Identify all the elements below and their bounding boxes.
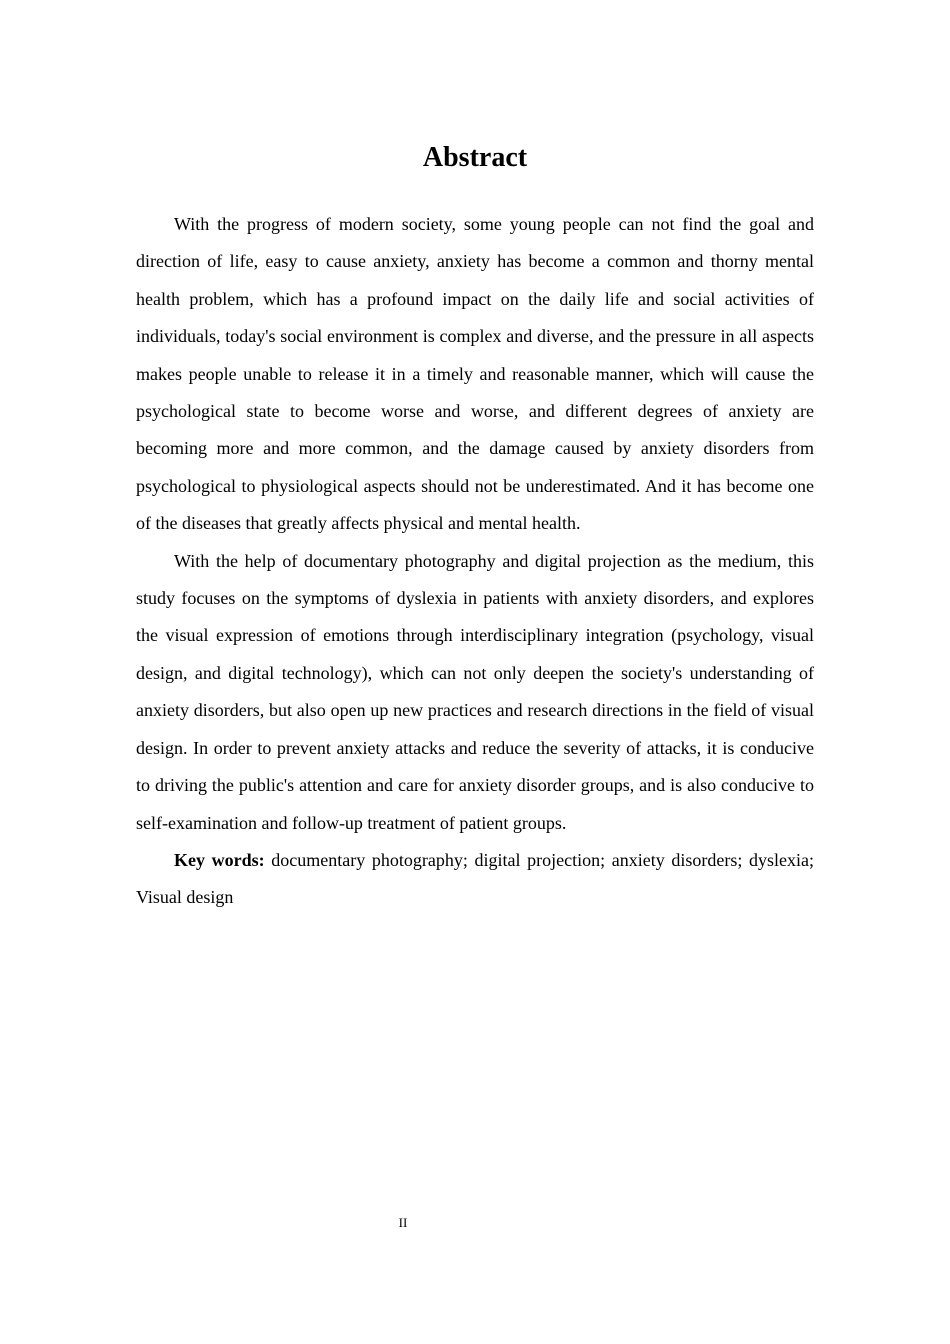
keywords-paragraph xyxy=(136,842,814,917)
abstract-paragraph-1: With the progress of modern society, some young people can not find the goal and direction of life, easy to cause anxiety, anxiety has become a common and thorny mental health problem, which has a profound impact on the daily life and social activities of individuals, today's social environment is complex and diverse, and the pressure in all aspects makes people unable to release it in a timely and reasonable manner, which will cause the psychological state to become worse and worse, and different degrees of anxiety are becoming more and more common, and the damage caused by anxiety disorders from psychological to physiological aspects should not be underestimated. And it has become one of the diseases that greatly affects physical and mental health. xyxy=(136,214,814,534)
page-title: Abstract xyxy=(422,142,528,173)
abstract-paragraph-2: With the help of documentary photography and digital projection as the medium, this study focuses on the symptoms of dyslexia in patients with anxiety disorders, and explores the visual expression of emotions through interdisciplinary integration (psychology, visual design, and digital technology), which can not only deepen the society's understanding of anxiety disorders, but also open up new practices and research directions in the field of visual design. In order to prevent anxiety attacks and reduce the severity of attacks, it is conducive to driving the public's attention and care for anxiety disorder groups, and is also conducive to self-examination and follow-up treatment of patient groups. xyxy=(136,550,814,833)
keywords-text: documentary photography; digital projection; anxiety disorders; dyslexia; Visual design xyxy=(136,849,814,908)
abstract-body xyxy=(136,206,814,917)
keywords-label: Key words: xyxy=(174,849,265,870)
page-number: II xyxy=(398,1215,408,1230)
